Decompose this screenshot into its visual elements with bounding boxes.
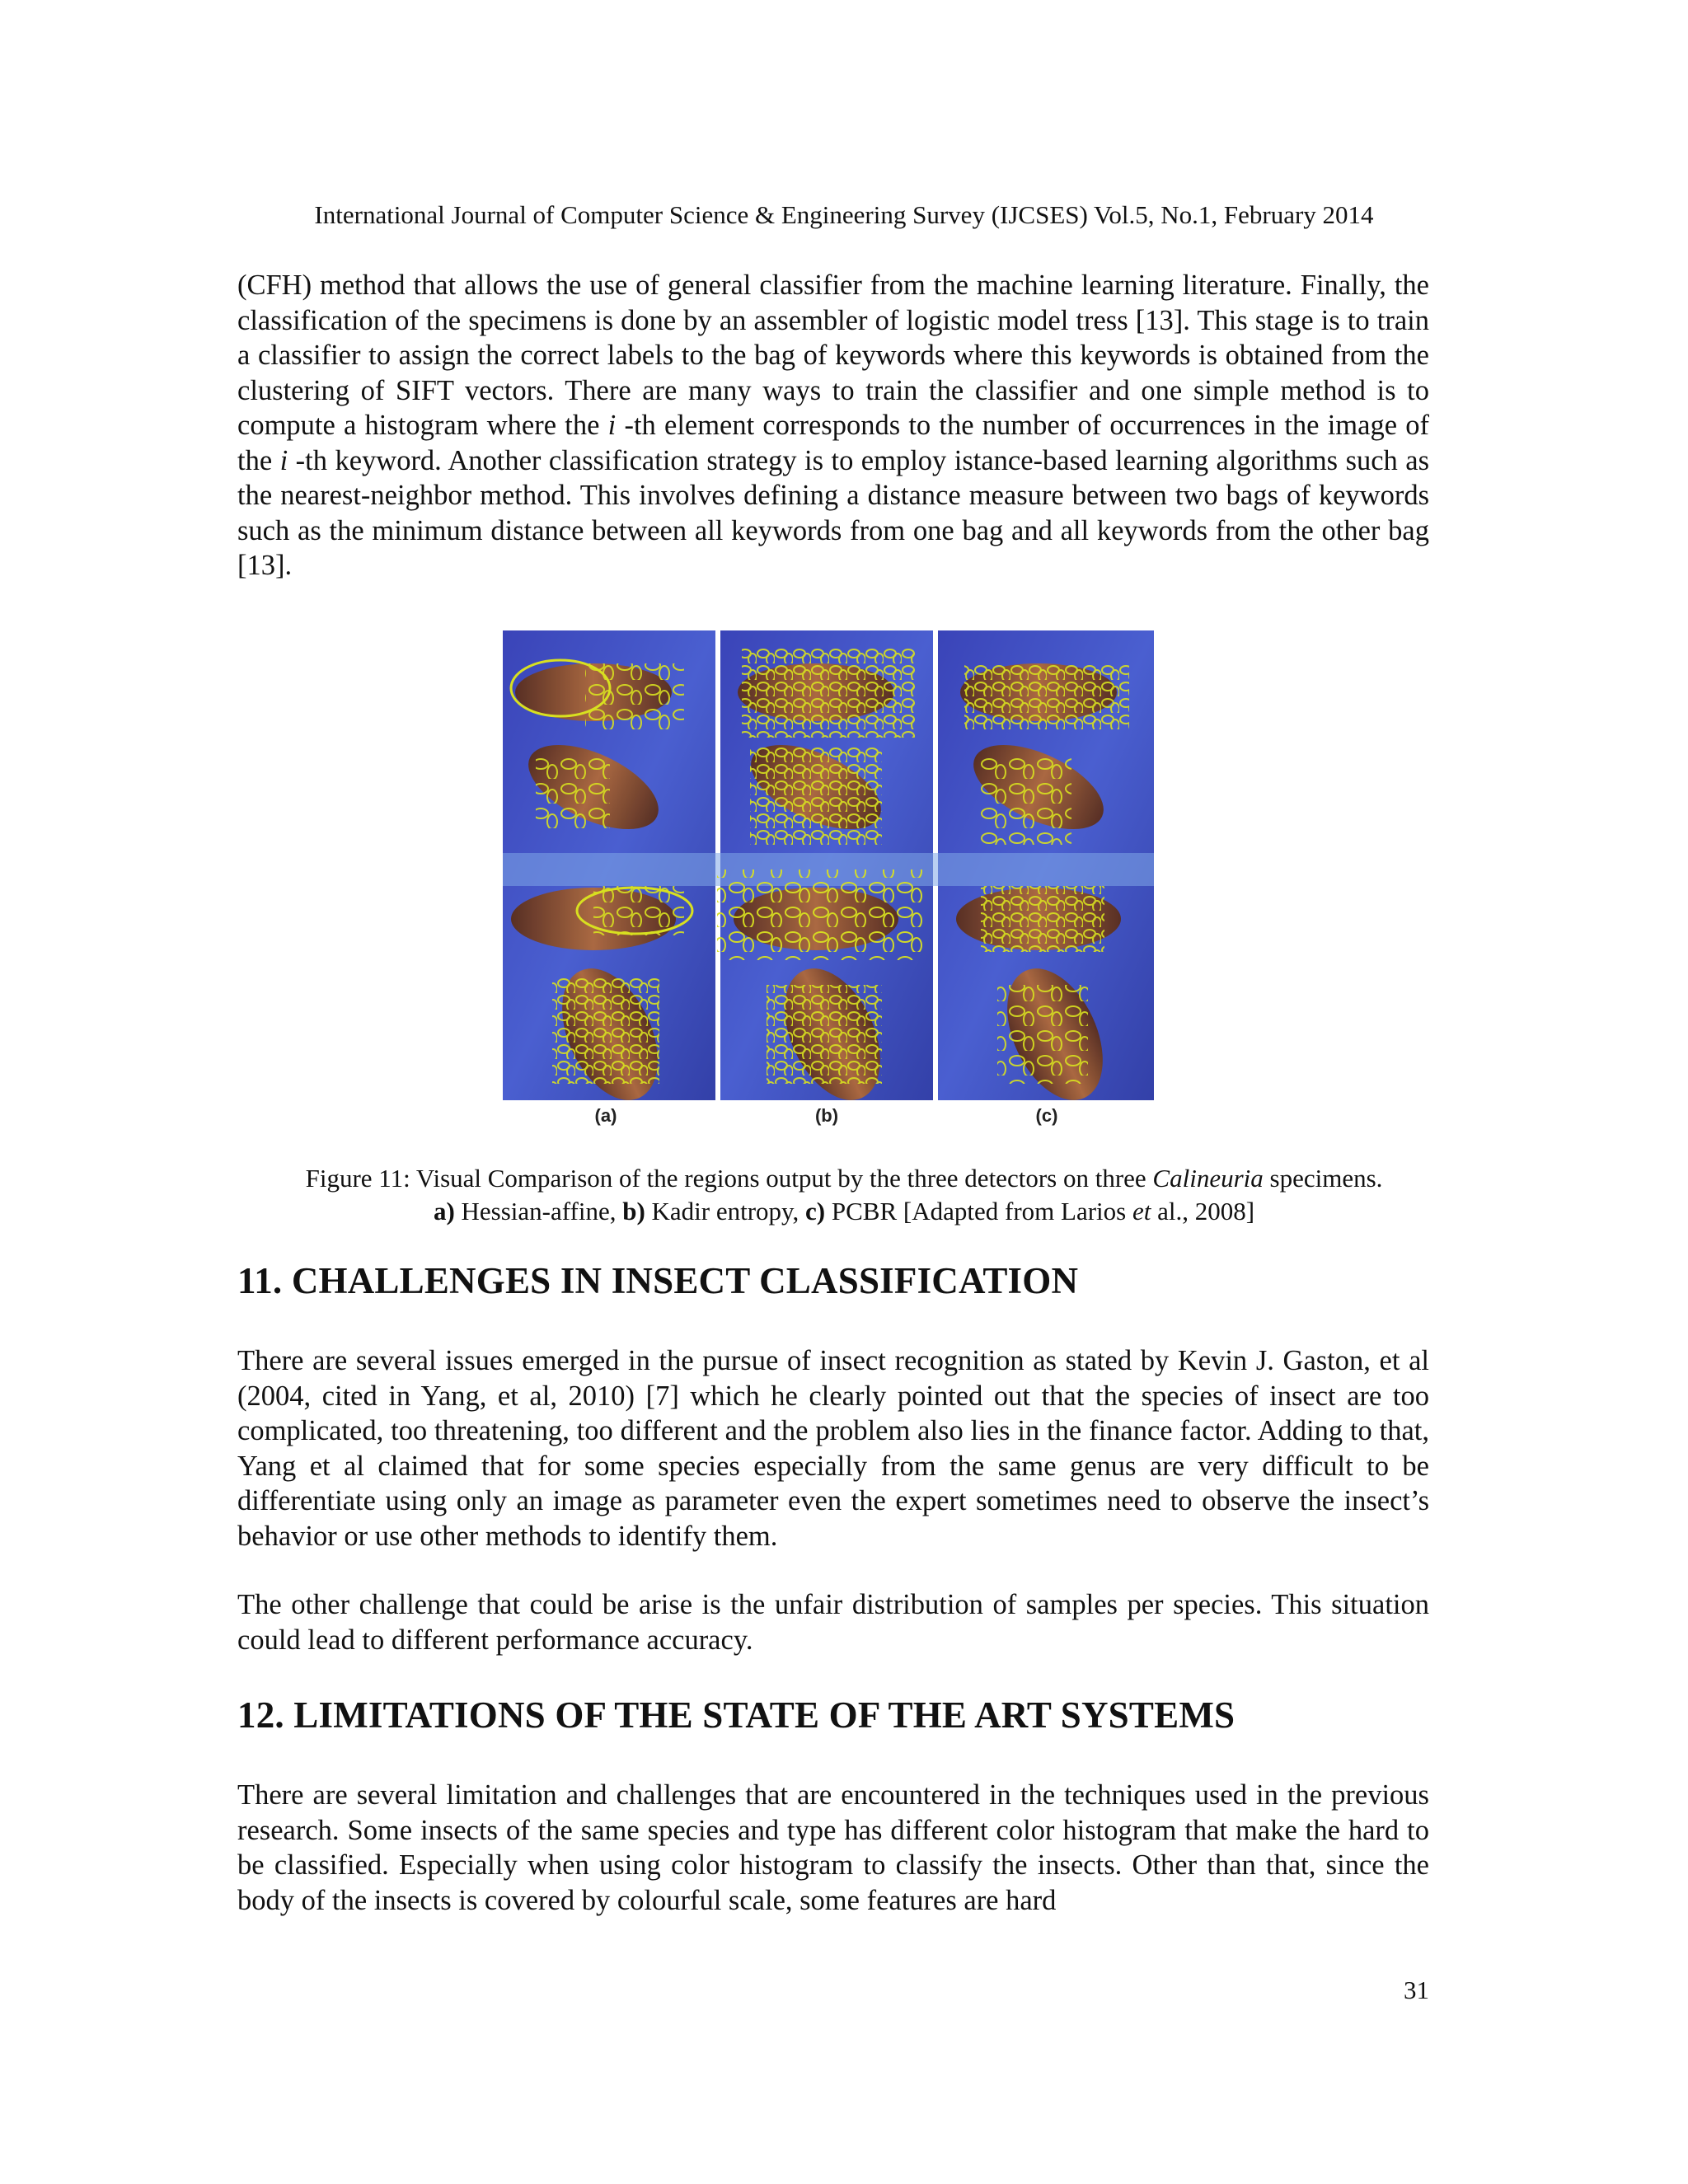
figure-caption bbox=[0, 1162, 1688, 1228]
caption-species-italic: Calineuria bbox=[1152, 1164, 1264, 1193]
intro-paragraph bbox=[237, 268, 1429, 583]
panel-label-b: (b) bbox=[814, 1105, 839, 1126]
figure-11-image bbox=[503, 630, 1154, 1129]
intro-text-2: -th element corresponds to the number of occurrences in the image of the bbox=[237, 410, 1429, 476]
running-header: International Journal of Computer Science & Engineering Survey (IJCSES) Vol.5, No.1, February 2014 bbox=[314, 200, 1374, 229]
section-12-paragraph-1: There are several limitation and challenges that are encountered in the techniques used in the previous research. Some insects of the same species and type has different color histogram that make the hard to be classified. Especially when using color histogram to classify the insects. Other than that, since the body of the insects is covered by colourful scale, some features are hard bbox=[237, 1779, 1429, 1916]
caption-line-1: Figure 11: Visual Comparison of the regions output by the three detectors on three Calineuria specimens. bbox=[305, 1164, 1383, 1193]
section-11-paragraph-2: The other challenge that could be arise is the unfair distribution of samples per species. This situation could lead to different performance accuracy. bbox=[237, 1589, 1429, 1656]
intro-text-1: (CFH) method that allows the use of general classifier from the machine learning literature. Finally, the classification of the specimens is done by an assembler of logistic model tress [13]. This stage is to train a classifier to assign the correct labels to the bag of keywords where this keywords is obtained from the clustering of SIFT vectors. There are many ways to train the classifier and one simple method is to compute a histogram where the bbox=[237, 269, 1429, 441]
section-11-paragraph-1: There are several issues emerged in the pursue of insect recognition as stated by Kevin J. Gaston, et al (2004, cited in Yang, et al, 2010) [7] which he clearly pointed out that the species of insect are too complicated, too threatening, too different and the problem also lies in the finance factor. Adding to that, Yang et al claimed that for some species especially from the same genus are very difficult to be differentiate using only an image as parameter even the expert sometimes need to observe the insect’s behavior or use other methods to identify them. bbox=[237, 1345, 1429, 1552]
insect-detector-comparison-illustration bbox=[503, 630, 1154, 1129]
intro-italic-i-2: i bbox=[279, 444, 288, 476]
panel-label-a: (a) bbox=[594, 1105, 617, 1126]
intro-italic-i-1: i bbox=[607, 410, 617, 441]
caption-line-2: a) Hessian-affine, b) Kadir entropy, c) PCBR [Adapted from Larios et al., 2008] bbox=[433, 1197, 1255, 1226]
page-number: 31 bbox=[1404, 1975, 1429, 2004]
section-11-heading: 11. CHALLENGES IN INSECT CLASSIFICATION bbox=[237, 1260, 1079, 1301]
section-12-heading: 12. LIMITATIONS OF THE STATE OF THE ART SYSTEMS bbox=[237, 1694, 1236, 1736]
intro-text-3: -th keyword. Another classification strategy is to employ istance-based learning algorithms such as the nearest-neighbor method. This involves defining a distance measure between two bags of keywords such as the minimum distance between all keywords from one bag and all keywords from the other bag [13]. bbox=[237, 444, 1430, 581]
panel-label-c: (c) bbox=[1035, 1105, 1058, 1126]
